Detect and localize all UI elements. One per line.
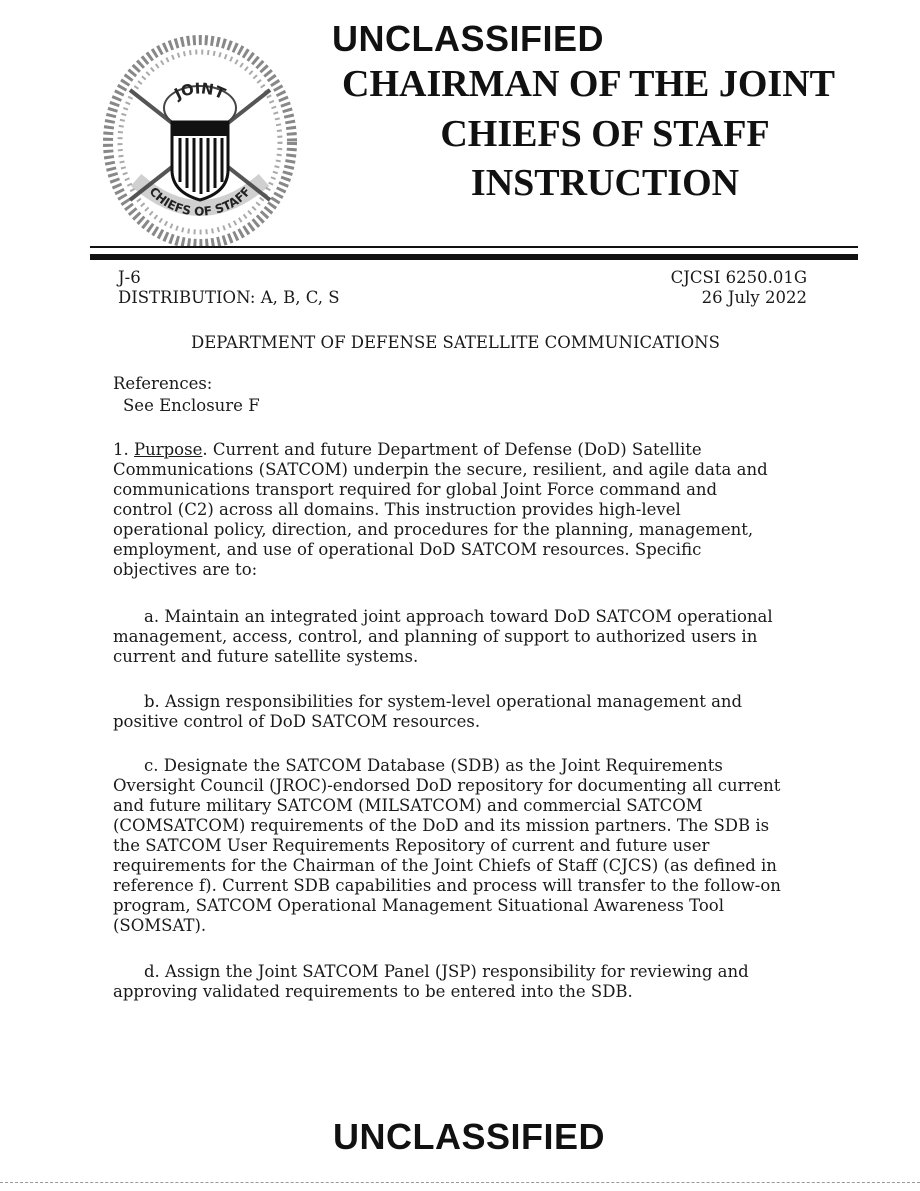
classification-banner-top: UNCLASSIFIED [332,18,605,59]
page-bottom-edge [0,1182,920,1183]
paragraph-line: communications transport required for global Joint Force command and [113,480,718,499]
objective-c-line: requirements for the Chairman of the Joint Chiefs of Staff (CJCS) (as defined in [113,856,777,875]
classification-banner-bottom: UNCLASSIFIED [333,1116,606,1157]
objective-c-line: program, SATCOM Operational Management Situational Awareness Tool [113,896,724,915]
paragraph-line: control (C2) across all domains. This instruction provides high-level [113,500,681,519]
subject-heading: DEPARTMENT OF DEFENSE SATELLITE COMMUNICATIONS [191,333,720,352]
objective-c-line: and future military SATCOM (MILSATCOM) and commercial SATCOM [113,796,703,815]
document-title-line-2: CHIEFS OF STAFF [440,113,770,155]
objective-c-line: Oversight Council (JROC)-endorsed DoD repository for documenting all current [113,776,781,795]
header-divider-thick [90,254,858,260]
objective-d-line: approving validated requirements to be entered into the SDB. [113,982,633,1001]
objective-a-line: a. Maintain an integrated joint approach toward DoD SATCOM operational [144,607,773,626]
objective-b-line: b. Assign responsibilities for system-level operational management and [144,692,743,711]
purpose-first-line-text: . Current and future Department of Defense (DoD) Satellite [202,440,702,459]
header-divider-thin [90,246,858,248]
objective-a-line: current and future satellite systems. [113,647,419,666]
references-label: References: [113,374,213,393]
paragraph-line: employment, and use of operational DoD SATCOM resources. Specific [113,540,702,559]
instruction-date: 26 July 2022 [701,288,807,307]
seal-bottom-text: CHIEFS OF STAFF [146,184,254,219]
office-code: J-6 [118,268,141,287]
seal-top-text: JOINT [171,79,229,104]
paragraph-line: objectives are to: [113,560,258,579]
objective-c-line: reference f). Current SDB capabilities and process will transfer to the follow-on [113,876,781,895]
objective-c-line: c. Designate the SATCOM Database (SDB) as the Joint Requirements [144,756,723,775]
paragraph-line: operational policy, direction, and procedures for the planning, management, [113,520,754,539]
objective-c-line: (SOMSAT). [113,916,207,935]
objective-c-line: the SATCOM User Requirements Repository of current and future user [113,836,710,855]
purpose-first-line [113,440,702,460]
objective-a-line: management, access, control, and planning of support to authorized users in [113,627,758,646]
paragraph-line: Communications (SATCOM) underpin the secure, resilient, and agile data and [113,460,768,479]
objective-c-line: (COMSATCOM) requirements of the DoD and its mission partners. The SDB is [113,816,770,835]
purpose-heading: Purpose [134,440,203,459]
distribution-line: DISTRIBUTION: A, B, C, S [118,288,340,307]
objective-d-line: d. Assign the Joint SATCOM Panel (JSP) responsibility for reviewing and [144,962,749,981]
purpose-number: 1. [113,440,134,459]
objective-b-line: positive control of DoD SATCOM resources. [113,712,481,731]
document-title-line-3: INSTRUCTION [470,162,740,204]
references-value: See Enclosure F [123,396,260,415]
joint-chiefs-seal-icon [100,30,300,248]
instruction-number: CJCSI 6250.01G [670,268,807,287]
document-title-line-1: CHAIRMAN OF THE JOINT [342,63,835,105]
